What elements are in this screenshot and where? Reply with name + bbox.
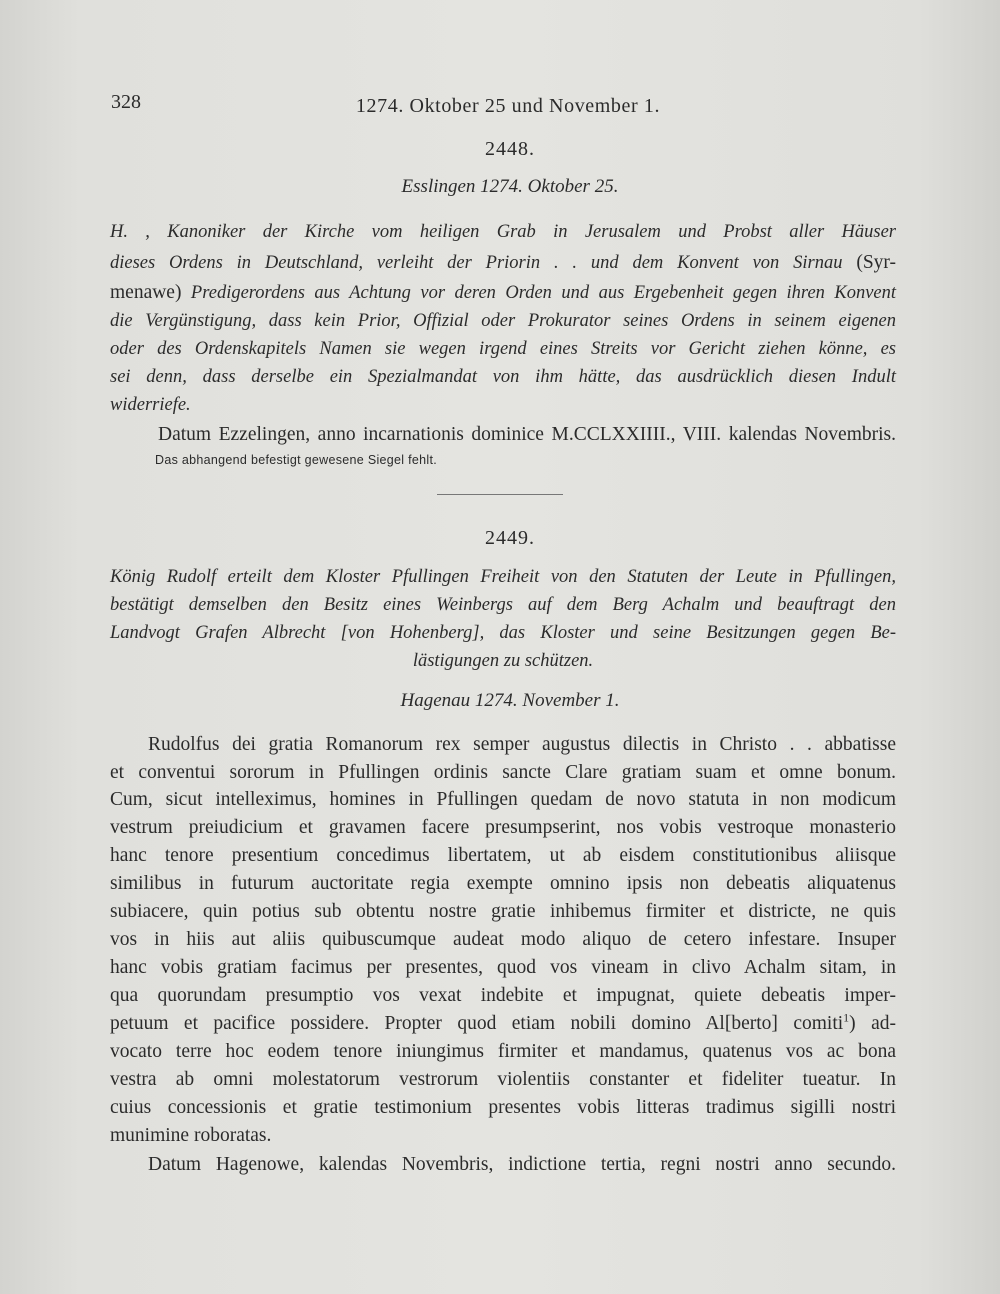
footnote-marker: 1 [843, 1010, 850, 1025]
body-line-14: cuius concessionis et gratie testimonium presentes vobis litteras tradimus sigilli nostri [110, 1097, 896, 1118]
body-line-12: vocato terre hoc eodem tenore iniungimus firmiter et mandamus, quatenus vos ac bona [110, 1041, 896, 1062]
datum-2449: Datum Hagenowe, kalendas Novembris, indictione tertia, regni nostri anno secundo. [148, 1154, 896, 1175]
body-line-13: vestra ab omni molestatorum vestrorum violentiis constanter et fideliter tueatur. In [110, 1069, 896, 1090]
body-line-8: vos in hiis aut aliis quibuscumque audeat modo aliquo de cetero infestare. Insuper [110, 929, 896, 950]
body-line-11-text: petuum et pacifice possidere. Propter quod etiam nobili domino Al[berto] comiti [110, 1013, 844, 1034]
body-line-11-tail: ) ad- [849, 1013, 896, 1034]
body-line-9: hanc vobis gratiam facimus per presentes, quod vos vineam in clivo Achalm sitam, in [110, 957, 896, 978]
seal-note: Das abhangend befestigt gewesene Siegel fehlt. [155, 453, 438, 467]
summary-2448-line-3-text: Predigerordens aus Achtung vor deren Orden und aus Ergebenheit gegen ihren Konvent [190, 283, 897, 303]
body-line-7: subiacere, quin potius sub obtentu nostre gratie inhibemus firmiter et districte, ne quis [110, 901, 896, 922]
summary-2449-line-1: König Rudolf erteilt dem Kloster Pfullingen Freiheit von den Statuten der Leute in Pfullingen, [110, 567, 896, 587]
document-number-2448: 2448. [485, 138, 535, 160]
body-line-5: hanc tenore presentium concedimus libertatem, ut ab eisdem constitutionibus aliisque [110, 845, 896, 866]
body-line-1: Rudolfus dei gratia Romanorum rex semper augustus dilectis in Christo . . abbatisse [148, 734, 896, 755]
summary-2448-line-5: oder des Ordenskapitels Namen sie wegen irgend eines Streits vor Gericht ziehen könne, es [110, 339, 896, 359]
page-number: 328 [111, 91, 141, 113]
body-line-2: et conventui sororum in Pfullingen ordinis sancte Clare gratiam suam et omne bonum. [110, 762, 896, 783]
summary-2449-line-3: Landvogt Grafen Albrecht [von Hohenberg], das Kloster und seine Besitzungen gegen Be- [110, 623, 896, 643]
summary-2448-line-7: widerriefe. [110, 395, 191, 415]
summary-2448-line-4: die Vergünstigung, dass kein Prior, Offizial oder Prokurator seines Ordens in seinem eigenen [110, 311, 896, 331]
summary-2448-syr: (Syr- [856, 252, 897, 273]
body-line-4: vestrum preiudicium et gravamen facere presumpserint, nos vobis vestroque monasterio [110, 817, 896, 838]
body-line-3: Cum, sicut intelleximus, homines in Pfullingen quedam de novo statuta in non modicum [110, 789, 896, 810]
summary-2448-line-1: H. , Kanoniker der Kirche vom heiligen Grab in Jerusalem und Probst aller Häuser [110, 222, 896, 242]
summary-2448-line-2-text: dieses Ordens in Deutschland, verleiht der Priorin . . und dem Konvent von Sirnau [110, 253, 843, 273]
summary-2448-menawe: menawe) [110, 282, 182, 303]
place-date-2448: Esslingen 1274. Oktober 25. [401, 176, 619, 197]
body-line-15: munimine roboratas. [110, 1125, 272, 1146]
summary-2448-line-6: sei denn, dass derselbe ein Spezialmandat von ihm hätte, das ausdrücklich diesen Indult [110, 367, 896, 387]
place-date-2449: Hagenau 1274. November 1. [400, 690, 620, 711]
summary-2449-line-2: bestätigt demselben den Besitz eines Weinbergs auf dem Berg Achalm und beauftragt den [110, 595, 896, 615]
body-line-10: qua quorundam presumptio vos vexat indebite et impugnat, quiete debeatis imper- [110, 985, 896, 1006]
body-line-6: similibus in futurum auctoritate regia exempte omnino ipsis non debeatis aliquatenus [110, 873, 896, 894]
datum-2448: Datum Ezzelingen, anno incarnationis dominice M.CCLXXIIII., VIII. kalendas Novembris. [158, 424, 896, 445]
section-divider [437, 494, 563, 495]
summary-2448-line-3 [110, 282, 896, 304]
summary-2448-line-2 [110, 252, 896, 274]
summary-2449-line-4: lästigungen zu schützen. [412, 651, 594, 671]
body-line-11 [110, 1010, 896, 1035]
document-number-2449: 2449. [485, 527, 535, 549]
running-title: 1274. Oktober 25 und November 1. [355, 95, 661, 117]
